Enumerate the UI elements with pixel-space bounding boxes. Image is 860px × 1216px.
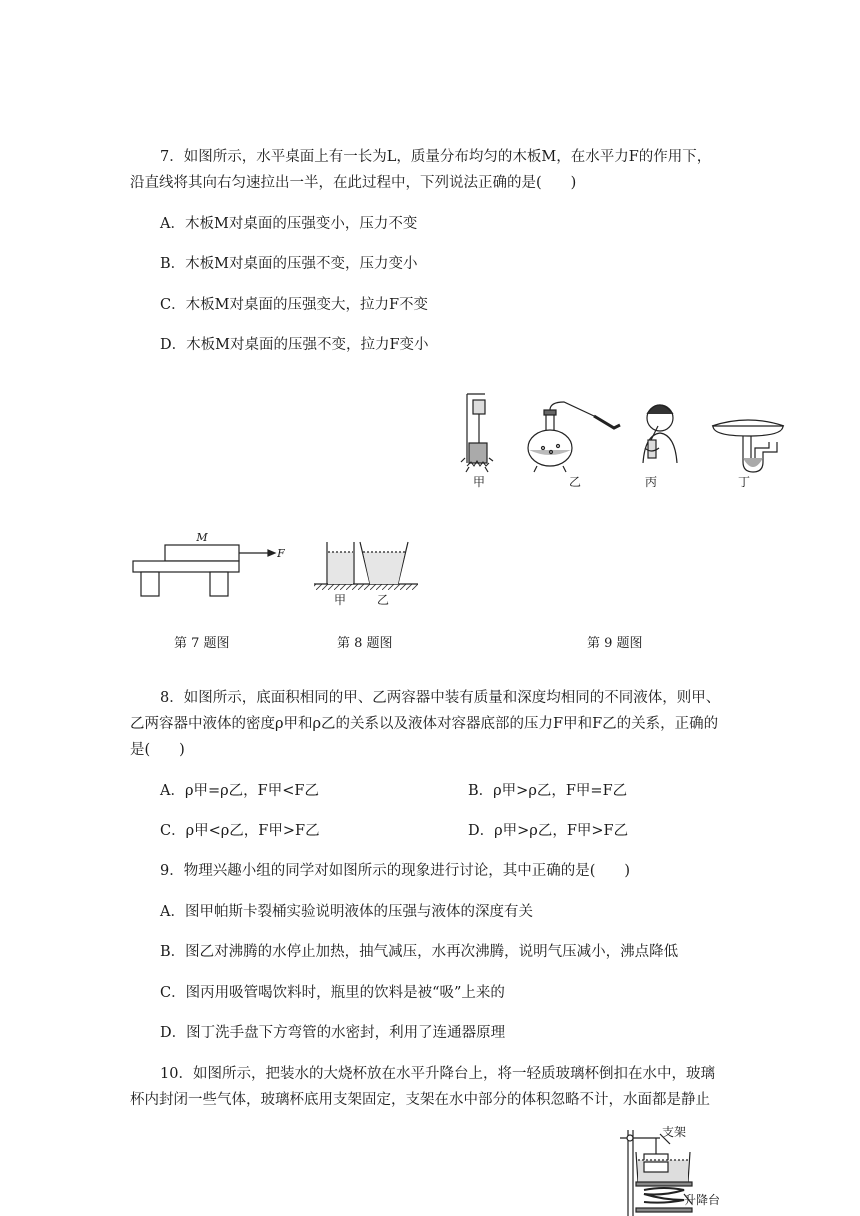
fig9-sink-u-trap [712,420,784,472]
fig9-label-yi: 乙 [568,475,582,489]
q8-option-c: C．ρ甲<ρ乙，F甲>F乙 [160,823,320,839]
q8-option-a: A．ρ甲=ρ乙，F甲<F乙 [160,783,319,799]
caption-fig8: 第 8 题图 [337,636,393,651]
q7-stem-line2: 沿直线将其向右匀速拉出一半，在此过程中，下列说法正确的是( ) [130,175,577,191]
q7-option-d: D．木板M对桌面的压强不变，拉力F变小 [160,337,429,353]
caption-fig7: 第 7 题图 [174,636,230,651]
q9-option-b: B．图乙对沸腾的水停止加热，抽气减压，水再次沸腾，说明气压减小，沸点降低 [160,944,679,960]
fig10-label-stand: 支架 [662,1125,687,1139]
fig9-label-ding: 丁 [737,475,751,489]
q10-stem-line2: 杯内封闭一些气体，玻璃杯底用支架固定，支架在水中部分的体积忽略不计，水面都是静止 [130,1092,710,1108]
q8-stem-line1: 8．如图所示，底面积相同的甲、乙两容器中装有质量和深度均相同的不同液体，则甲、 [160,690,721,706]
fig9-label-bing: 丙 [644,475,658,489]
fig10-label-platform: 升降台 [684,1193,721,1207]
caption-fig9: 第 9 题图 [587,636,643,651]
q8-option-b: B．ρ甲>ρ乙，F甲=F乙 [468,783,628,799]
q9-option-a: A．图甲帕斯卡裂桶实验说明液体的压强与液体的深度有关 [160,904,533,920]
q10-stem-line1: 10．如图所示，把装水的大烧杯放在水平升降台上，将一轻质玻璃杯倒扣在水中，玻璃 [160,1066,715,1082]
fig7-tabletop [133,561,239,572]
figure-10-stand-and-lift [600,1122,730,1216]
q7-stem-line1: 7．如图所示，水平桌面上有一长为L，质量分布均匀的木板M，在水平力F的作用下， [160,149,712,165]
q7-option-c: C．木板M对桌面的压强变大，拉力F不变 [160,297,429,313]
q8-option-d: D．ρ甲>ρ乙，F甲>F乙 [468,823,629,839]
fig7-label-m: M [196,531,208,544]
q7-option-a: A．木板M对桌面的压强变小，压力不变 [160,216,418,232]
fig9-boy-with-straw [643,405,677,463]
fig8-label-yi: 乙 [376,593,390,607]
q9-option-c: C．图丙用吸管喝饮料时，瓶里的饮料是被“吸”上来的 [160,985,505,1001]
q9-stem: 9．物理兴趣小组的同学对如图所示的现象进行讨论，其中正确的是( ) [160,863,631,879]
fig8-label-jia: 甲 [333,593,347,607]
fig9-label-jia: 甲 [472,475,486,489]
fig9-boiling-flask [528,402,620,472]
figure-8-containers [310,536,430,608]
q9-option-d: D．图丁洗手盘下方弯管的水密封，利用了连通器原理 [160,1025,506,1041]
q8-stem-line3: 是( ) [130,742,185,758]
fig9-pascal-barrel [461,394,493,472]
q7-option-b: B．木板M对桌面的压强不变，压力变小 [160,256,418,272]
fig7-label-f: F [277,547,285,560]
figure-9-illustrations [455,388,795,498]
figure-7-board-on-table [128,530,288,602]
q8-stem-line2: 乙两容器中液体的密度ρ甲和ρ乙的关系以及液体对容器底部的压力F甲和F乙的关系，正确的 [130,716,719,732]
fig7-board [165,545,239,561]
